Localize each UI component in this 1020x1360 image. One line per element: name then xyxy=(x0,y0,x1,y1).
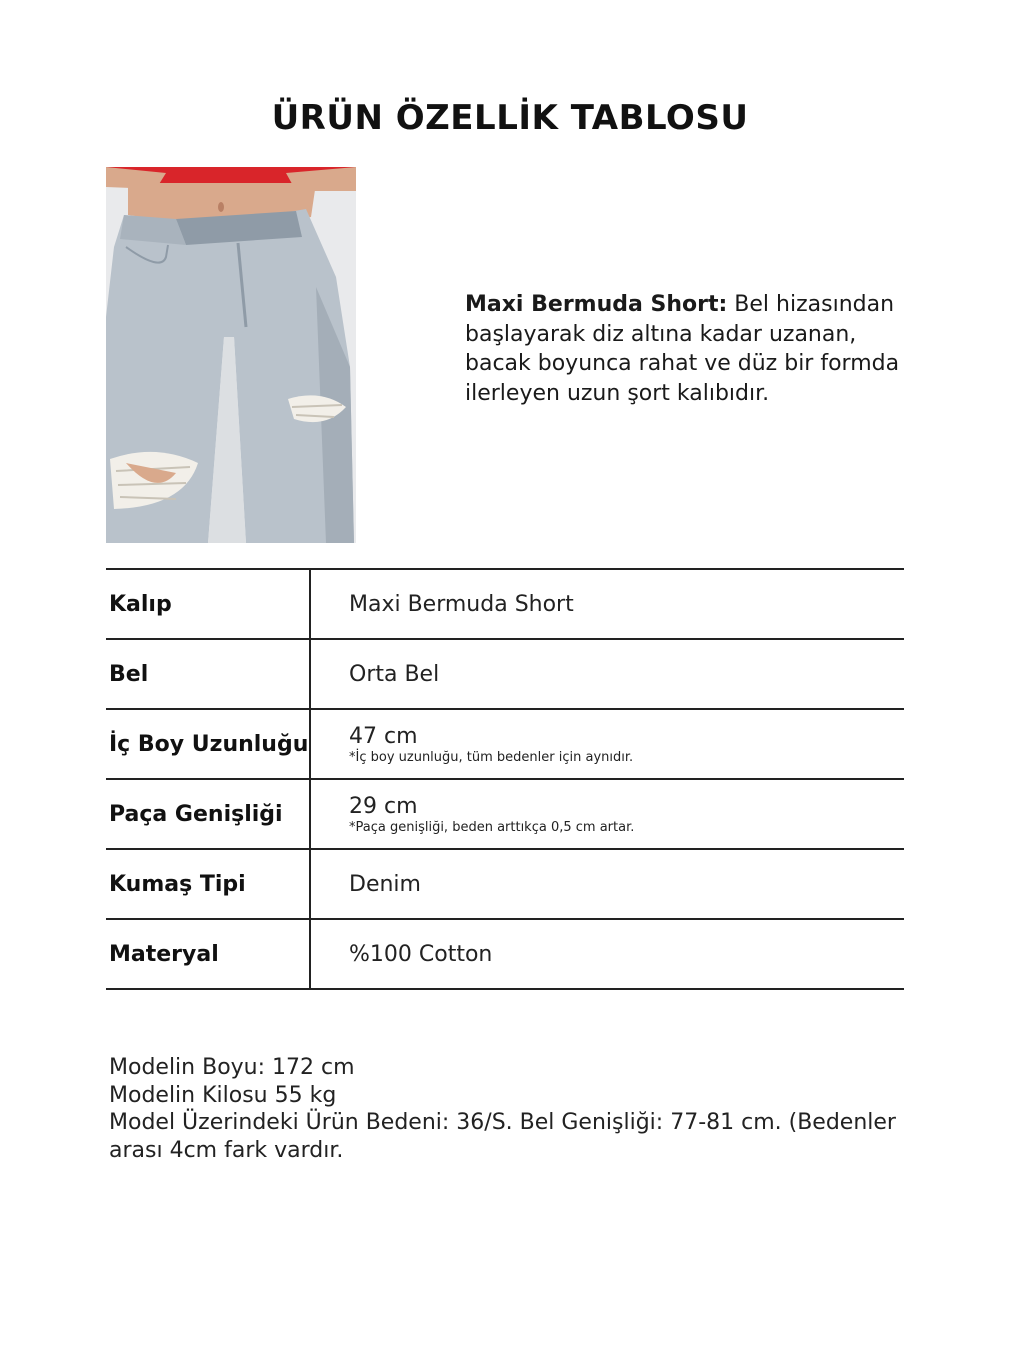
product-image xyxy=(106,167,356,543)
spec-label: Materyal xyxy=(106,919,310,989)
spec-label: Bel xyxy=(106,639,310,709)
spec-table xyxy=(106,568,904,990)
spec-row xyxy=(106,849,904,919)
spec-label: Kalıp xyxy=(106,569,310,639)
spec-row xyxy=(106,569,904,639)
spec-row xyxy=(106,919,904,989)
spec-value: 47 cm xyxy=(349,723,418,749)
spec-value-cell xyxy=(310,779,904,849)
spec-row xyxy=(106,709,904,779)
spec-value: 29 cm xyxy=(349,793,418,819)
spec-value-cell xyxy=(310,919,904,989)
model-info xyxy=(109,1054,909,1164)
model-height: Modelin Boyu: 172 cm xyxy=(109,1055,355,1080)
spec-value-cell xyxy=(310,709,904,779)
model-size: Model Üzerindeki Ürün Bedeni: 36/S. Bel Genişliği: 77-81 cm. (Bedenler arası 4cm fark vardır. xyxy=(109,1110,896,1163)
spec-value-cell xyxy=(310,639,904,709)
spec-value-cell xyxy=(310,569,904,639)
spec-label: İç Boy Uzunluğu xyxy=(106,709,310,779)
spec-row xyxy=(106,779,904,849)
description-text: Bel hizasından başlayarak diz altına kadar uzanan, bacak boyunca rahat ve düz bir formda ilerleyen uzun şort kalıbıdır. xyxy=(465,292,900,406)
spec-note: *İç boy uzunluğu, tüm bedenler için aynıdır. xyxy=(349,749,634,765)
spec-value: Denim xyxy=(349,871,421,897)
page-title: ÜRÜN ÖZELLİK TABLOSU xyxy=(271,98,749,138)
spec-label: Paça Genişliği xyxy=(106,779,310,849)
spec-value: %100 Cotton xyxy=(349,941,493,967)
spec-label: Kumaş Tipi xyxy=(106,849,310,919)
description-term: Maxi Bermuda Short: xyxy=(465,292,728,317)
spec-row xyxy=(106,639,904,709)
spec-value: Orta Bel xyxy=(349,661,440,687)
spec-value: Maxi Bermuda Short xyxy=(349,591,574,617)
spec-note: *Paça genişliği, beden arttıkça 0,5 cm artar. xyxy=(349,819,635,835)
product-description xyxy=(465,290,915,408)
model-weight: Modelin Kilosu 55 kg xyxy=(109,1082,337,1108)
spec-value-cell xyxy=(310,849,904,919)
